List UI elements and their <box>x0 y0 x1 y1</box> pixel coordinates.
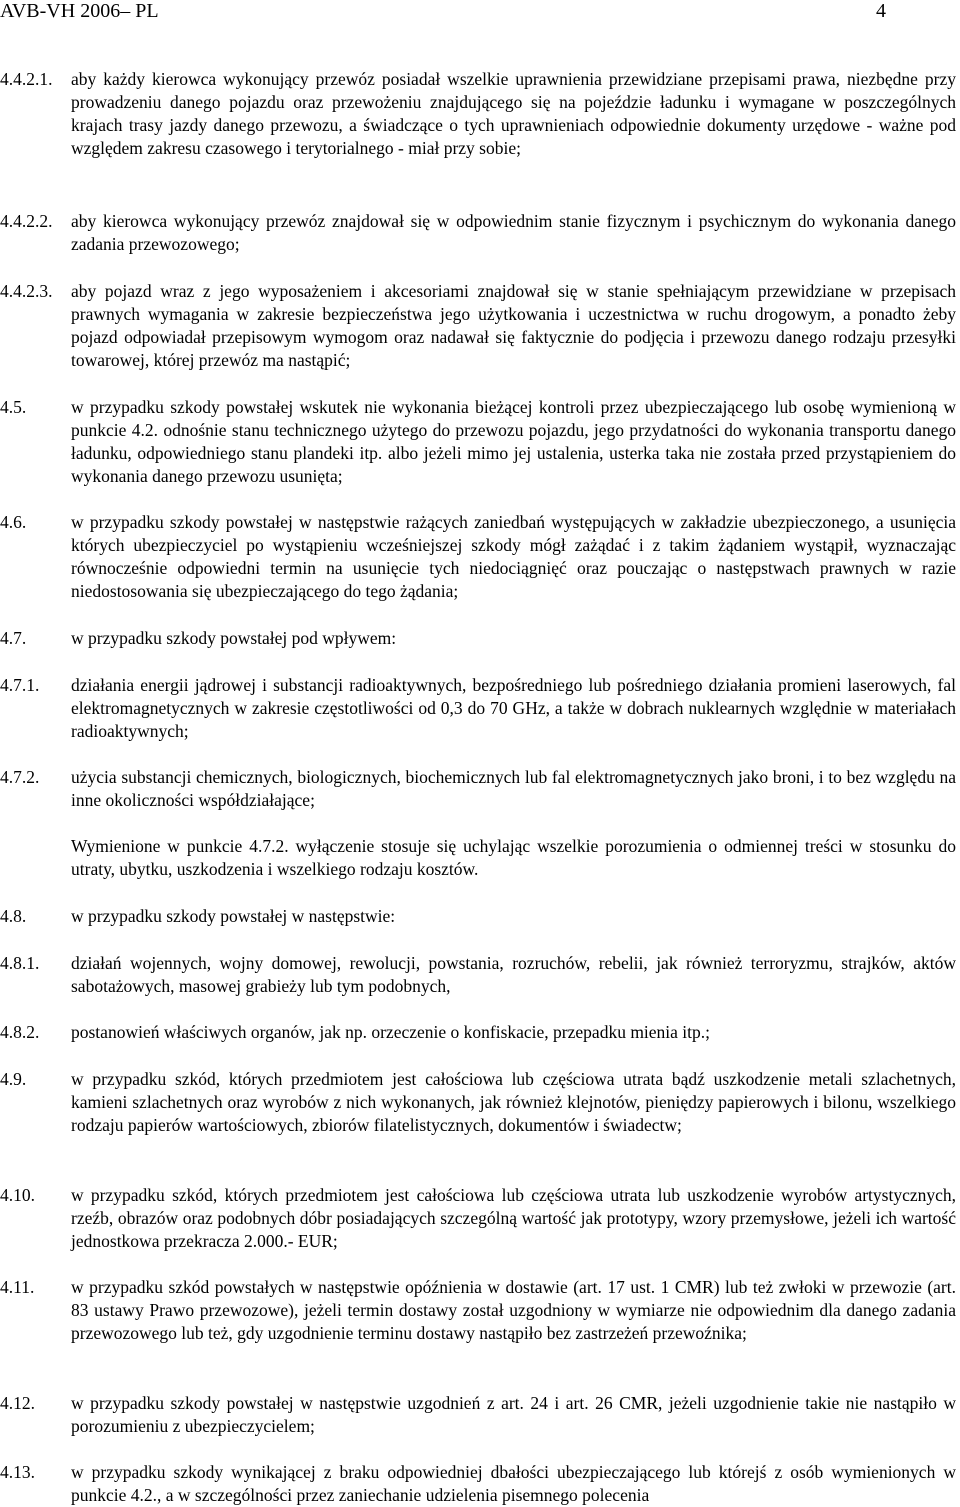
clause-number: 4.9. <box>0 1069 27 1089</box>
clause-text: w przypadku szkody wynikającej z braku odpowiedniej dbałości ubezpieczającego lub którejś z osób wymienionych w punkcie 4.2., a w szczególności przez zaniechanie udzielenia pisemnego polecenia <box>71 1462 956 1505</box>
clause-number: 4.4.2.3. <box>0 281 53 301</box>
clause-text: w przypadku szkody powstałej pod wpływem: <box>71 628 397 648</box>
clause-number: 4.12. <box>0 1393 35 1413</box>
clause-text: w przypadku szkody powstałej w następstwie rażących zaniedbań występujących w zakładzie ubezpieczonego, a usunięcia których ubezpieczyciel po wystąpieniu wcześniejszej szkody mógł zażądać i z takim żądaniem wystąpił, wyznaczając równocześnie odpowiedni termin na usunięcie tych niedociągnięć oraz pouczając o następstwach prawnych w razie niedostosowania się ubezpieczającego do tego żądania; <box>71 512 956 601</box>
clause-text: działania energii jądrowej i substancji radioaktywnych, bezpośredniego lub pośredniego działania promieni laserowych, fal elektromagnetycznych w zakresie częstotliwości od 0,3 do 70 GHz, a także w dobrach nuklearnych względnie w materiałach radioaktywnych; <box>71 675 956 741</box>
clause-number: 4.13. <box>0 1462 35 1482</box>
clause-text: w przypadku szkód, których przedmiotem jest całościowa lub częściowa utrata bądź uszkodzenie metali szlachetnych, kamieni szlachetnych oraz wyrobów z nich wykonanych, jak również klejnotów, pieniędzy papierowych i bilonu, wszelkiego rodzaju papierów wartościowych, zbiorów filatelistycznych, dokumentów i świadectw; <box>71 1069 956 1135</box>
clause-number: 4.10. <box>0 1185 35 1205</box>
clause-number: 4.8.1. <box>0 953 40 973</box>
clause-number: 4.8.2. <box>0 1022 40 1042</box>
clause-number: 4.4.2.2. <box>0 211 53 231</box>
clause-number: 4.5. <box>0 397 27 417</box>
clause-text: w przypadku szkód powstałych w następstwie opóźnienia w dostawie (art. 17 ust. 1 CMR) lub też zwłoki w przewozie (art. 83 ustawy Prawo przewozowe), jeżeli termin dostawy został uzgodniony w wymiarze nie odpowiednim dla danego zadania przewozowego lub też, gdy uzgodnienie terminu dostawy nastąpiło bez zastrzeżeń przewoźnika; <box>71 1277 956 1343</box>
clause-text: aby każdy kierowca wykonujący przewóz posiadał wszelkie uprawnienia przewidziane przepisami prawa, niezbędne przy prowadzeniu danego pojazdu oraz przewożeniu znajdującego się na pojeździe ładunku i wymagane w poszczególnych krajach trasy jazdy danego przewozu, a świadczące o tych uprawnieniach odpowiednie dokumenty urzędowe - ważne pod względem zakresu czasowego i terytorialnego - miał przy sobie; <box>71 69 956 158</box>
clause-number: 4.4.2.1. <box>0 69 53 89</box>
clause-note-text: Wymienione w punkcie 4.7.2. wyłączenie stosuje się uchylając wszelkie porozumienia o odmiennej treści w stosunku do utraty, ubytku, uszkodzenia i wszelkiego rodzaju kosztów. <box>71 836 956 879</box>
clause-number: 4.8. <box>0 906 27 926</box>
clause-text: użycia substancji chemicznych, biologicznych, biochemicznych lub fal elektromagnetycznych jako broni, i to bez względu na inne okoliczności współdziałające; <box>71 767 956 810</box>
clause-text: postanowień właściwych organów, jak np. orzeczenie o konfiskacie, przepadku mienia itp.; <box>71 1022 711 1042</box>
clause-text: aby kierowca wykonujący przewóz znajdował się w odpowiednim stanie fizycznym i psychicznym do wykonania danego zadania przewozowego; <box>71 211 956 254</box>
clause-number: 4.7. <box>0 628 27 648</box>
page-header <box>0 0 886 24</box>
clause-text: działań wojennych, wojny domowej, rewolucji, powstania, rozruchów, rebelii, jak również terroryzmu, strajków, aktów sabotażowych, masowej grabieży lub tym podobnych, <box>71 953 956 996</box>
header-title: AVB-VH 2006– PL <box>0 0 159 22</box>
clause-text: w przypadku szkody powstałej w następstwie uzgodnień z art. 24 i art. 26 CMR, jeżeli uzgodnienie takie nie nastąpiło w porozumieniu z ubezpieczycielem; <box>71 1393 956 1436</box>
clause-text: w przypadku szkody powstałej wskutek nie wykonania bieżącej kontroli przez ubezpieczającego lub osobę wymienioną w punkcie 4.2. odnośnie stanu technicznego użytego do przewozu pojazdu, jego przydatności do wykonania transportu danego ładunku, odpowiedniego stanu plandeki itp. albo jeżeli mimo jej ustalenia, usterka taka nie została przed przystąpieniem do wykonania danego przewozu usunięta; <box>71 397 956 486</box>
clause-text: w przypadku szkody powstałej w następstwie: <box>71 906 396 926</box>
clause-number: 4.7.2. <box>0 767 40 787</box>
clause-number: 4.7.1. <box>0 675 40 695</box>
clause-text: aby pojazd wraz z jego wyposażeniem i akcesoriami znajdował się w stanie spełniającym przewidziane w przepisach prawnych wymagania w zakresie bezpieczeństwa jego użytkowania i uczestnictwa w ruchu drogowym, a ponadto żeby pojazd odpowiadał przepisowym wymogom oraz nadawał się faktycznie do podjęcia i przewozu danego rodzaju przesyłki towarowej, której przewóz ma nastąpić; <box>71 281 956 370</box>
clause-number: 4.11. <box>0 1277 35 1297</box>
clause-text: w przypadku szkód, których przedmiotem jest całościowa lub częściowa utrata lub uszkodzenie wyrobów artystycznych, rzeźb, obrazów oraz podobnych dóbr posiadających szczególną wartość jak prototypy, wzory przemysłowe, jeżeli ich wartość jednostkowa przekracza 2.000.- EUR; <box>71 1185 956 1251</box>
page-number: 4 <box>876 0 886 22</box>
clause-number: 4.6. <box>0 512 27 532</box>
